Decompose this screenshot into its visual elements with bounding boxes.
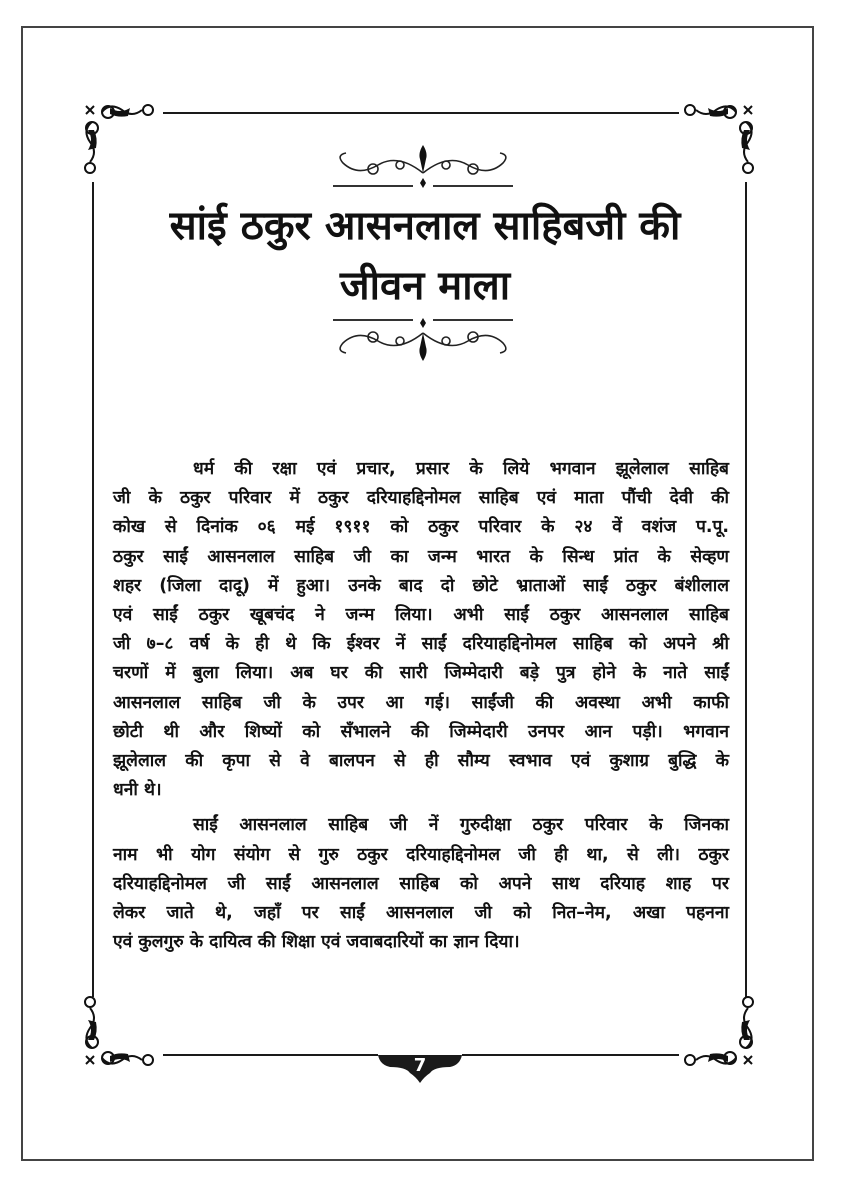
page-number: 7: [413, 1055, 427, 1076]
corner-ornament-top-right-icon: [678, 100, 758, 180]
text-line: जी ७–८ वर्ष के ही थे कि ईश्वर नें साईं दरियाहद्दिनोमल साहिब को अपने श्री: [113, 634, 729, 655]
text-line: शहर (जिला दादू) में हुआ। उनके बाद दो छोटे भ्राताओं साईं ठकुर बंशीलाल: [113, 575, 729, 596]
text-line: लेकर जाते थे, जहाँ पर साईं आसनलाल जी को नित–नेम, अखा पहनना: [113, 903, 729, 924]
text-line: नाम भी योग संयोग से गुरु ठकुर दरियाहद्दिनोमल जी ही था, से ली। ठकुर: [113, 844, 729, 865]
corner-ornament-bottom-left-icon: [80, 990, 160, 1070]
frame-bottom-line-left: [163, 1054, 378, 1056]
corner-ornament-top-left-icon: [80, 100, 160, 180]
text-line: झूलेलाल की कृपा से वे बालपन से ही सौम्य स्वभाव एवं कुशाग्र बुद्धि के: [113, 751, 729, 772]
text-line: ठकुर साईं आसनलाल साहिब जी का जन्म भारत के सिन्ध प्रांत के सेव्हण: [113, 546, 729, 567]
title-ornament-bottom-icon: [328, 313, 518, 363]
title-line-1: सांई ठकुर आसनलाल साहिबजी की: [169, 203, 681, 249]
paragraph-1: [113, 455, 729, 805]
body-text: [113, 455, 729, 963]
title-ornament-top-icon: [328, 143, 518, 193]
text-line: दरियाहद्दिनोमल जी साईं आसनलाल साहिब को अपने साथ दरियाह शाह पर: [113, 873, 729, 894]
text-line: आसनलाल साहिब जी के उपर आ गई। साईंजी की अवस्था अभी काफी: [113, 692, 729, 713]
text-line: छोटी थी और शिष्यों को सँभालने की जिम्मेदारी उनपर आन पड़ी। भगवान: [113, 721, 729, 742]
frame-top-line: [163, 112, 679, 114]
text-line: कोख से दिनांक ०६ मई १९११ को ठकुर परिवार के २४ वें वशंज प.पू.: [113, 517, 729, 538]
title-line-2: जीवन माला: [339, 263, 511, 309]
corner-ornament-bottom-right-icon: [678, 990, 758, 1070]
text-line: धनी थे।: [113, 780, 162, 801]
text-line: जी के ठकुर परिवार में ठकुर दरियाहद्दिनोमल साहिब एवं माता पौंची देवी की: [113, 488, 729, 509]
text-line: एवं कुलगुरु के दायित्व की शिक्षा एवं जवाबदारियों का ज्ञान दिया।: [113, 932, 520, 953]
frame-bottom-line-right: [462, 1054, 679, 1056]
page-title: [60, 196, 790, 316]
text-line: धर्म की रक्षा एवं प्रचार, प्रसार के लिये भगवान झूलेलाल साहिब: [193, 459, 729, 479]
paragraph-2: [113, 811, 729, 957]
text-line: साईं आसनलाल साहिब जी नें गुरुदीक्षा ठकुर परिवार के जिनका: [193, 815, 729, 836]
text-line: एवं साईं ठकुर खूबचंद ने जन्म लिया। अभी साईं ठकुर आसनलाल साहिब: [113, 605, 729, 626]
text-line: चरणों में बुला लिया। अब घर की सारी जिम्मेदारी बड़े पुत्र होने के नाते साईं: [113, 663, 729, 684]
